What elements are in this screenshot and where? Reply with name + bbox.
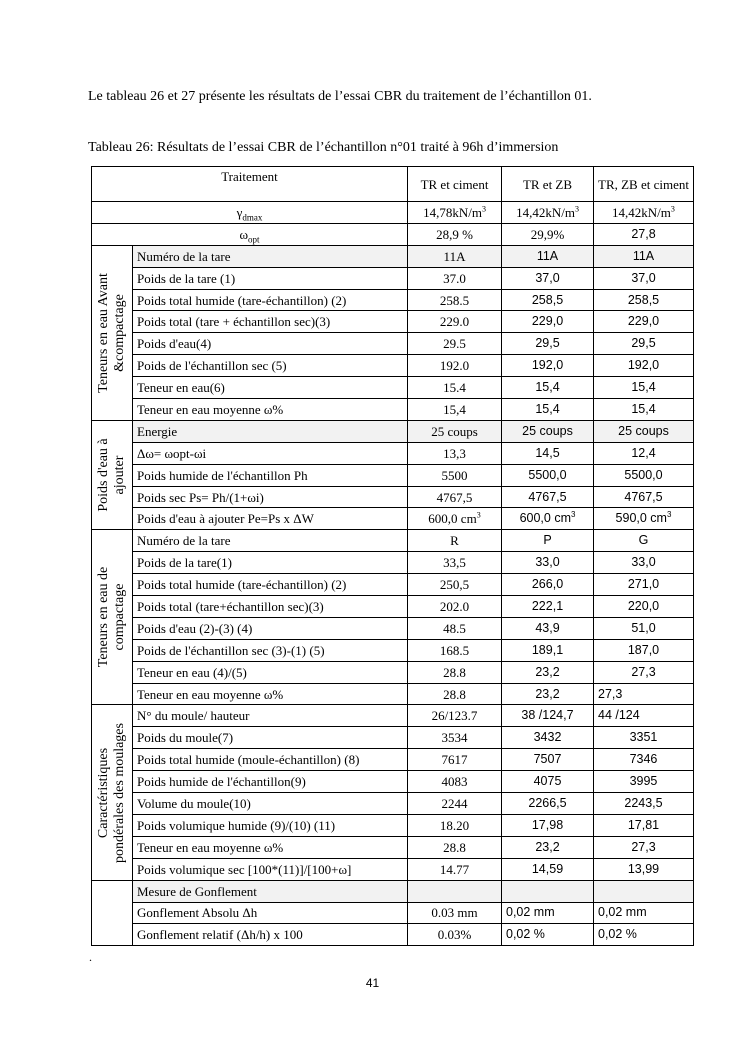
section2-row bbox=[92, 486, 694, 508]
section3-heading-line2: compactage bbox=[112, 584, 127, 651]
section1-row bbox=[92, 289, 694, 311]
section1-row bbox=[92, 311, 694, 333]
gamma-value-3: $14,42kN/m^3$ bbox=[594, 202, 694, 224]
row-value-3: 27,3 bbox=[594, 836, 694, 858]
row-value-2: 222,1 bbox=[502, 596, 594, 618]
section4-heading-line1: Caractéristiques bbox=[96, 747, 111, 838]
section1-row bbox=[92, 377, 694, 399]
section3-row bbox=[92, 683, 694, 705]
row-value-3: 13,99 bbox=[594, 858, 694, 880]
row-label: Poids volumique humide (9)/(10) (11) bbox=[133, 814, 408, 836]
section5-row bbox=[92, 880, 694, 902]
row-label: Poids de l'échantillon sec (3)-(1) (5) bbox=[133, 639, 408, 661]
row-label: N° du moule/ hauteur bbox=[133, 705, 408, 727]
row-label: Poids d'eau à ajouter Pe=Ps x ΔW bbox=[133, 508, 408, 530]
row-value-1: 28.8 bbox=[408, 661, 502, 683]
row-value-1: 192.0 bbox=[408, 355, 502, 377]
row-value-2: 5500,0 bbox=[502, 464, 594, 486]
section1-row bbox=[92, 399, 694, 421]
row-value-1: R bbox=[408, 530, 502, 552]
section4-row bbox=[92, 771, 694, 793]
row-label: Teneur en eau moyenne ω% bbox=[133, 836, 408, 858]
row-value-2: 23,2 bbox=[502, 661, 594, 683]
omega-row bbox=[92, 223, 694, 245]
row-value-1: 33,5 bbox=[408, 552, 502, 574]
row-value-2: 4075 bbox=[502, 771, 594, 793]
row-value-1: 28.8 bbox=[408, 836, 502, 858]
row-value-2: P bbox=[502, 530, 594, 552]
row-label: Gonflement Absolu Δh bbox=[133, 902, 408, 924]
row-label: Teneur en eau(6) bbox=[133, 377, 408, 399]
header-row bbox=[92, 167, 694, 202]
section1-row bbox=[92, 267, 694, 289]
row-value-1: 229.0 bbox=[408, 311, 502, 333]
row-value-3: G bbox=[594, 530, 694, 552]
row-value-2: 229,0 bbox=[502, 311, 594, 333]
row-label: Energie bbox=[133, 420, 408, 442]
row-value-2: 0,02 % bbox=[502, 924, 594, 946]
row-value-3: 51,0 bbox=[594, 617, 694, 639]
row-label: Teneur en eau moyenne ω% bbox=[133, 683, 408, 705]
row-value-2: 38 /124,7 bbox=[502, 705, 594, 727]
row-value-3: 17,81 bbox=[594, 814, 694, 836]
row-value-2: 3432 bbox=[502, 727, 594, 749]
row-value-2: 23,2 bbox=[502, 683, 594, 705]
row-value-2 bbox=[502, 880, 594, 902]
row-label: Poids total (tare + échantillon sec)(3) bbox=[133, 311, 408, 333]
section4-row bbox=[92, 858, 694, 880]
row-label: Teneur en eau (4)/(5) bbox=[133, 661, 408, 683]
row-value-3: 27,3 bbox=[594, 683, 694, 705]
row-label: Mesure de Gonflement bbox=[133, 880, 408, 902]
row-value-2: 33,0 bbox=[502, 552, 594, 574]
value-text: 590,0 cm bbox=[615, 511, 667, 526]
row-label: Teneur en eau moyenne ω% bbox=[133, 399, 408, 421]
row-value-1: 7617 bbox=[408, 749, 502, 771]
row-value-3: 12,4 bbox=[594, 442, 694, 464]
row-value-1: 13,3 bbox=[408, 442, 502, 464]
value-exponent: 3 bbox=[666, 510, 672, 520]
omega-value-1: 28,9 % bbox=[408, 223, 502, 245]
row-label: Poids humide de l'échantillon Ph bbox=[133, 464, 408, 486]
row-value-1: 28.8 bbox=[408, 683, 502, 705]
row-value-1 bbox=[408, 880, 502, 902]
row-label: Poids total humide (tare-échantillon) (2) bbox=[133, 289, 408, 311]
section5-heading bbox=[92, 880, 133, 946]
row-value-1: 4767,5 bbox=[408, 486, 502, 508]
footnote-dot: . bbox=[89, 950, 92, 964]
row-value-1: 11A bbox=[408, 245, 502, 267]
section2-row bbox=[92, 464, 694, 486]
row-value-2: 43,9 bbox=[502, 617, 594, 639]
section1-heading-text bbox=[96, 273, 128, 393]
row-value-2: 7507 bbox=[502, 749, 594, 771]
section2-heading-text bbox=[96, 438, 128, 511]
row-label: Poids de la tare (1) bbox=[133, 267, 408, 289]
section4-row bbox=[92, 814, 694, 836]
section1-heading-line1: Teneurs en eau Avant bbox=[96, 273, 111, 393]
row-value-1: 15.4 bbox=[408, 377, 502, 399]
section4-heading-line2: pondérales des moulages bbox=[112, 722, 127, 863]
row-value-3: 271,0 bbox=[594, 574, 694, 596]
row-value-1: 202.0 bbox=[408, 596, 502, 618]
row-value-1: 26/123.7 bbox=[408, 705, 502, 727]
section3-row bbox=[92, 661, 694, 683]
row-value-2: 15,4 bbox=[502, 377, 594, 399]
row-value-3: 44 /124 bbox=[594, 705, 694, 727]
section3-heading-text bbox=[96, 567, 128, 667]
row-value-3: 29,5 bbox=[594, 333, 694, 355]
row-value-1: 258.5 bbox=[408, 289, 502, 311]
row-label: Poids d'eau(4) bbox=[133, 333, 408, 355]
header-col-tr-zb: TR et ZB bbox=[502, 167, 594, 202]
row-value-3: 15,4 bbox=[594, 377, 694, 399]
row-value-2: 2266,5 bbox=[502, 793, 594, 815]
table-caption: Tableau 26: Résultats de l’essai CBR de l’échantillon n°01 traité à 96h d’immersion bbox=[88, 140, 559, 155]
section3-row bbox=[92, 596, 694, 618]
gamma-value-2: $14,42kN/m^3$ bbox=[502, 202, 594, 224]
section2-row bbox=[92, 420, 694, 442]
row-value-3: 258,5 bbox=[594, 289, 694, 311]
row-value-2: 0,02 mm bbox=[502, 902, 594, 924]
row-value-2: 266,0 bbox=[502, 574, 594, 596]
row-value-1: 29.5 bbox=[408, 333, 502, 355]
row-value-3: 229,0 bbox=[594, 311, 694, 333]
section2-heading-line2: ajouter bbox=[112, 455, 127, 495]
section3-row bbox=[92, 639, 694, 661]
row-value-1 bbox=[408, 508, 502, 530]
row-label: Numéro de la tare bbox=[133, 530, 408, 552]
omega-value-3: 27,8 bbox=[594, 223, 694, 245]
section2-row bbox=[92, 442, 694, 464]
cbr-results-table bbox=[91, 166, 694, 946]
row-value-1: 14.77 bbox=[408, 858, 502, 880]
row-value-1: 3534 bbox=[408, 727, 502, 749]
section2-heading bbox=[92, 420, 133, 529]
row-value-3: 11A bbox=[594, 245, 694, 267]
row-value-3: 192,0 bbox=[594, 355, 694, 377]
row-value-2: 11A bbox=[502, 245, 594, 267]
section1-heading bbox=[92, 245, 133, 420]
row-value-2: 15,4 bbox=[502, 399, 594, 421]
row-label: Δω= ωopt-ωi bbox=[133, 442, 408, 464]
row-value-2: 14,5 bbox=[502, 442, 594, 464]
row-label: Poids du moule(7) bbox=[133, 727, 408, 749]
row-value-2 bbox=[502, 508, 594, 530]
row-value-1: 0.03 mm bbox=[408, 902, 502, 924]
row-value-3: 187,0 bbox=[594, 639, 694, 661]
section1-row bbox=[92, 245, 694, 267]
section4-heading-text bbox=[96, 723, 128, 863]
row-value-2: 23,2 bbox=[502, 836, 594, 858]
gamma-row bbox=[92, 202, 694, 224]
section4-heading bbox=[92, 705, 133, 880]
row-value-2: 4767,5 bbox=[502, 486, 594, 508]
row-label: Poids humide de l'échantillon(9) bbox=[133, 771, 408, 793]
row-label: Numéro de la tare bbox=[133, 245, 408, 267]
section3-row bbox=[92, 552, 694, 574]
row-value-1: 25 coups bbox=[408, 420, 502, 442]
gamma-label: $\gamma_{dmax}$ bbox=[92, 202, 408, 224]
section4-row bbox=[92, 793, 694, 815]
section5-row bbox=[92, 924, 694, 946]
section3-row bbox=[92, 574, 694, 596]
row-value-1: 168.5 bbox=[408, 639, 502, 661]
row-value-3: 7346 bbox=[594, 749, 694, 771]
row-label: Poids total humide (tare-échantillon) (2) bbox=[133, 574, 408, 596]
row-value-3: 3995 bbox=[594, 771, 694, 793]
row-value-3: 220,0 bbox=[594, 596, 694, 618]
row-value-1: 48.5 bbox=[408, 617, 502, 639]
value-text: 600,0 cm bbox=[428, 511, 477, 527]
header-traitement: Traitement bbox=[92, 167, 408, 202]
row-value-3: 2243,5 bbox=[594, 793, 694, 815]
row-value-2: 17,98 bbox=[502, 814, 594, 836]
section1-row bbox=[92, 333, 694, 355]
row-value-2: 258,5 bbox=[502, 289, 594, 311]
row-value-3: 27,3 bbox=[594, 661, 694, 683]
row-label: Poids total humide (moule-échantillon) (8) bbox=[133, 749, 408, 771]
row-value-3: 33,0 bbox=[594, 552, 694, 574]
row-value-2: 14,59 bbox=[502, 858, 594, 880]
row-value-1: 18.20 bbox=[408, 814, 502, 836]
row-value-3 bbox=[594, 508, 694, 530]
value-text: 600,0 cm bbox=[519, 511, 571, 526]
gamma-value-1: $14,78kN/m^3$ bbox=[408, 202, 502, 224]
row-value-3: 25 coups bbox=[594, 420, 694, 442]
row-label: Gonflement relatif (Δh/h) x 100 bbox=[133, 924, 408, 946]
section3-heading-line1: Teneurs en eau de bbox=[96, 567, 111, 668]
row-value-1: 37.0 bbox=[408, 267, 502, 289]
row-label: Poids total (tare+échantillon sec)(3) bbox=[133, 596, 408, 618]
header-col-tr-zb-ciment: TR, ZB et ciment bbox=[594, 167, 694, 202]
section1-row bbox=[92, 355, 694, 377]
row-label: Poids sec Ps= Ph/(1+ωi) bbox=[133, 486, 408, 508]
value-exponent: 3 bbox=[570, 510, 576, 520]
row-value-1: 5500 bbox=[408, 464, 502, 486]
row-label: Poids volumique sec [100*(11)]/[100+ω] bbox=[133, 858, 408, 880]
row-value-3: 0,02 % bbox=[594, 924, 694, 946]
row-value-2: 37,0 bbox=[502, 267, 594, 289]
row-value-3: 0,02 mm bbox=[594, 902, 694, 924]
row-label: Poids de la tare(1) bbox=[133, 552, 408, 574]
page-number: 41 bbox=[365, 976, 380, 990]
header-col-tr-ciment: TR et ciment bbox=[408, 167, 502, 202]
row-value-1: 0.03% bbox=[408, 924, 502, 946]
row-value-3: 3351 bbox=[594, 727, 694, 749]
row-value-2: 189,1 bbox=[502, 639, 594, 661]
section3-heading bbox=[92, 530, 133, 705]
row-value-1: 2244 bbox=[408, 793, 502, 815]
section4-row bbox=[92, 727, 694, 749]
section4-row bbox=[92, 705, 694, 727]
row-label: Poids d'eau (2)-(3) (4) bbox=[133, 617, 408, 639]
row-value-3: 15,4 bbox=[594, 399, 694, 421]
row-label: Poids de l'échantillon sec (5) bbox=[133, 355, 408, 377]
row-value-3: 37,0 bbox=[594, 267, 694, 289]
row-value-2: 25 coups bbox=[502, 420, 594, 442]
row-value-3: 4767,5 bbox=[594, 486, 694, 508]
row-value-1: 4083 bbox=[408, 771, 502, 793]
value-exponent: 3 bbox=[476, 511, 481, 521]
omega-value-2: 29,9% bbox=[502, 223, 594, 245]
row-value-2: 192,0 bbox=[502, 355, 594, 377]
section3-row bbox=[92, 617, 694, 639]
section2-row bbox=[92, 508, 694, 530]
row-label: Volume du moule(10) bbox=[133, 793, 408, 815]
section4-row bbox=[92, 749, 694, 771]
row-value-3: 5500,0 bbox=[594, 464, 694, 486]
row-value-1: 15,4 bbox=[408, 399, 502, 421]
section1-heading-line2: &compactage bbox=[112, 293, 127, 372]
row-value-1: 250,5 bbox=[408, 574, 502, 596]
section4-row bbox=[92, 836, 694, 858]
row-value-3 bbox=[594, 880, 694, 902]
section5-row bbox=[92, 902, 694, 924]
intro-paragraph: Le tableau 26 et 27 présente les résultats de l’essai CBR du traitement de l’échantillon 01. bbox=[88, 89, 592, 104]
section2-heading-line1: Poids d'eau à bbox=[96, 438, 111, 512]
section3-row bbox=[92, 530, 694, 552]
row-value-2: 29,5 bbox=[502, 333, 594, 355]
omega-label: $\omega_{opt}$ bbox=[92, 223, 408, 245]
